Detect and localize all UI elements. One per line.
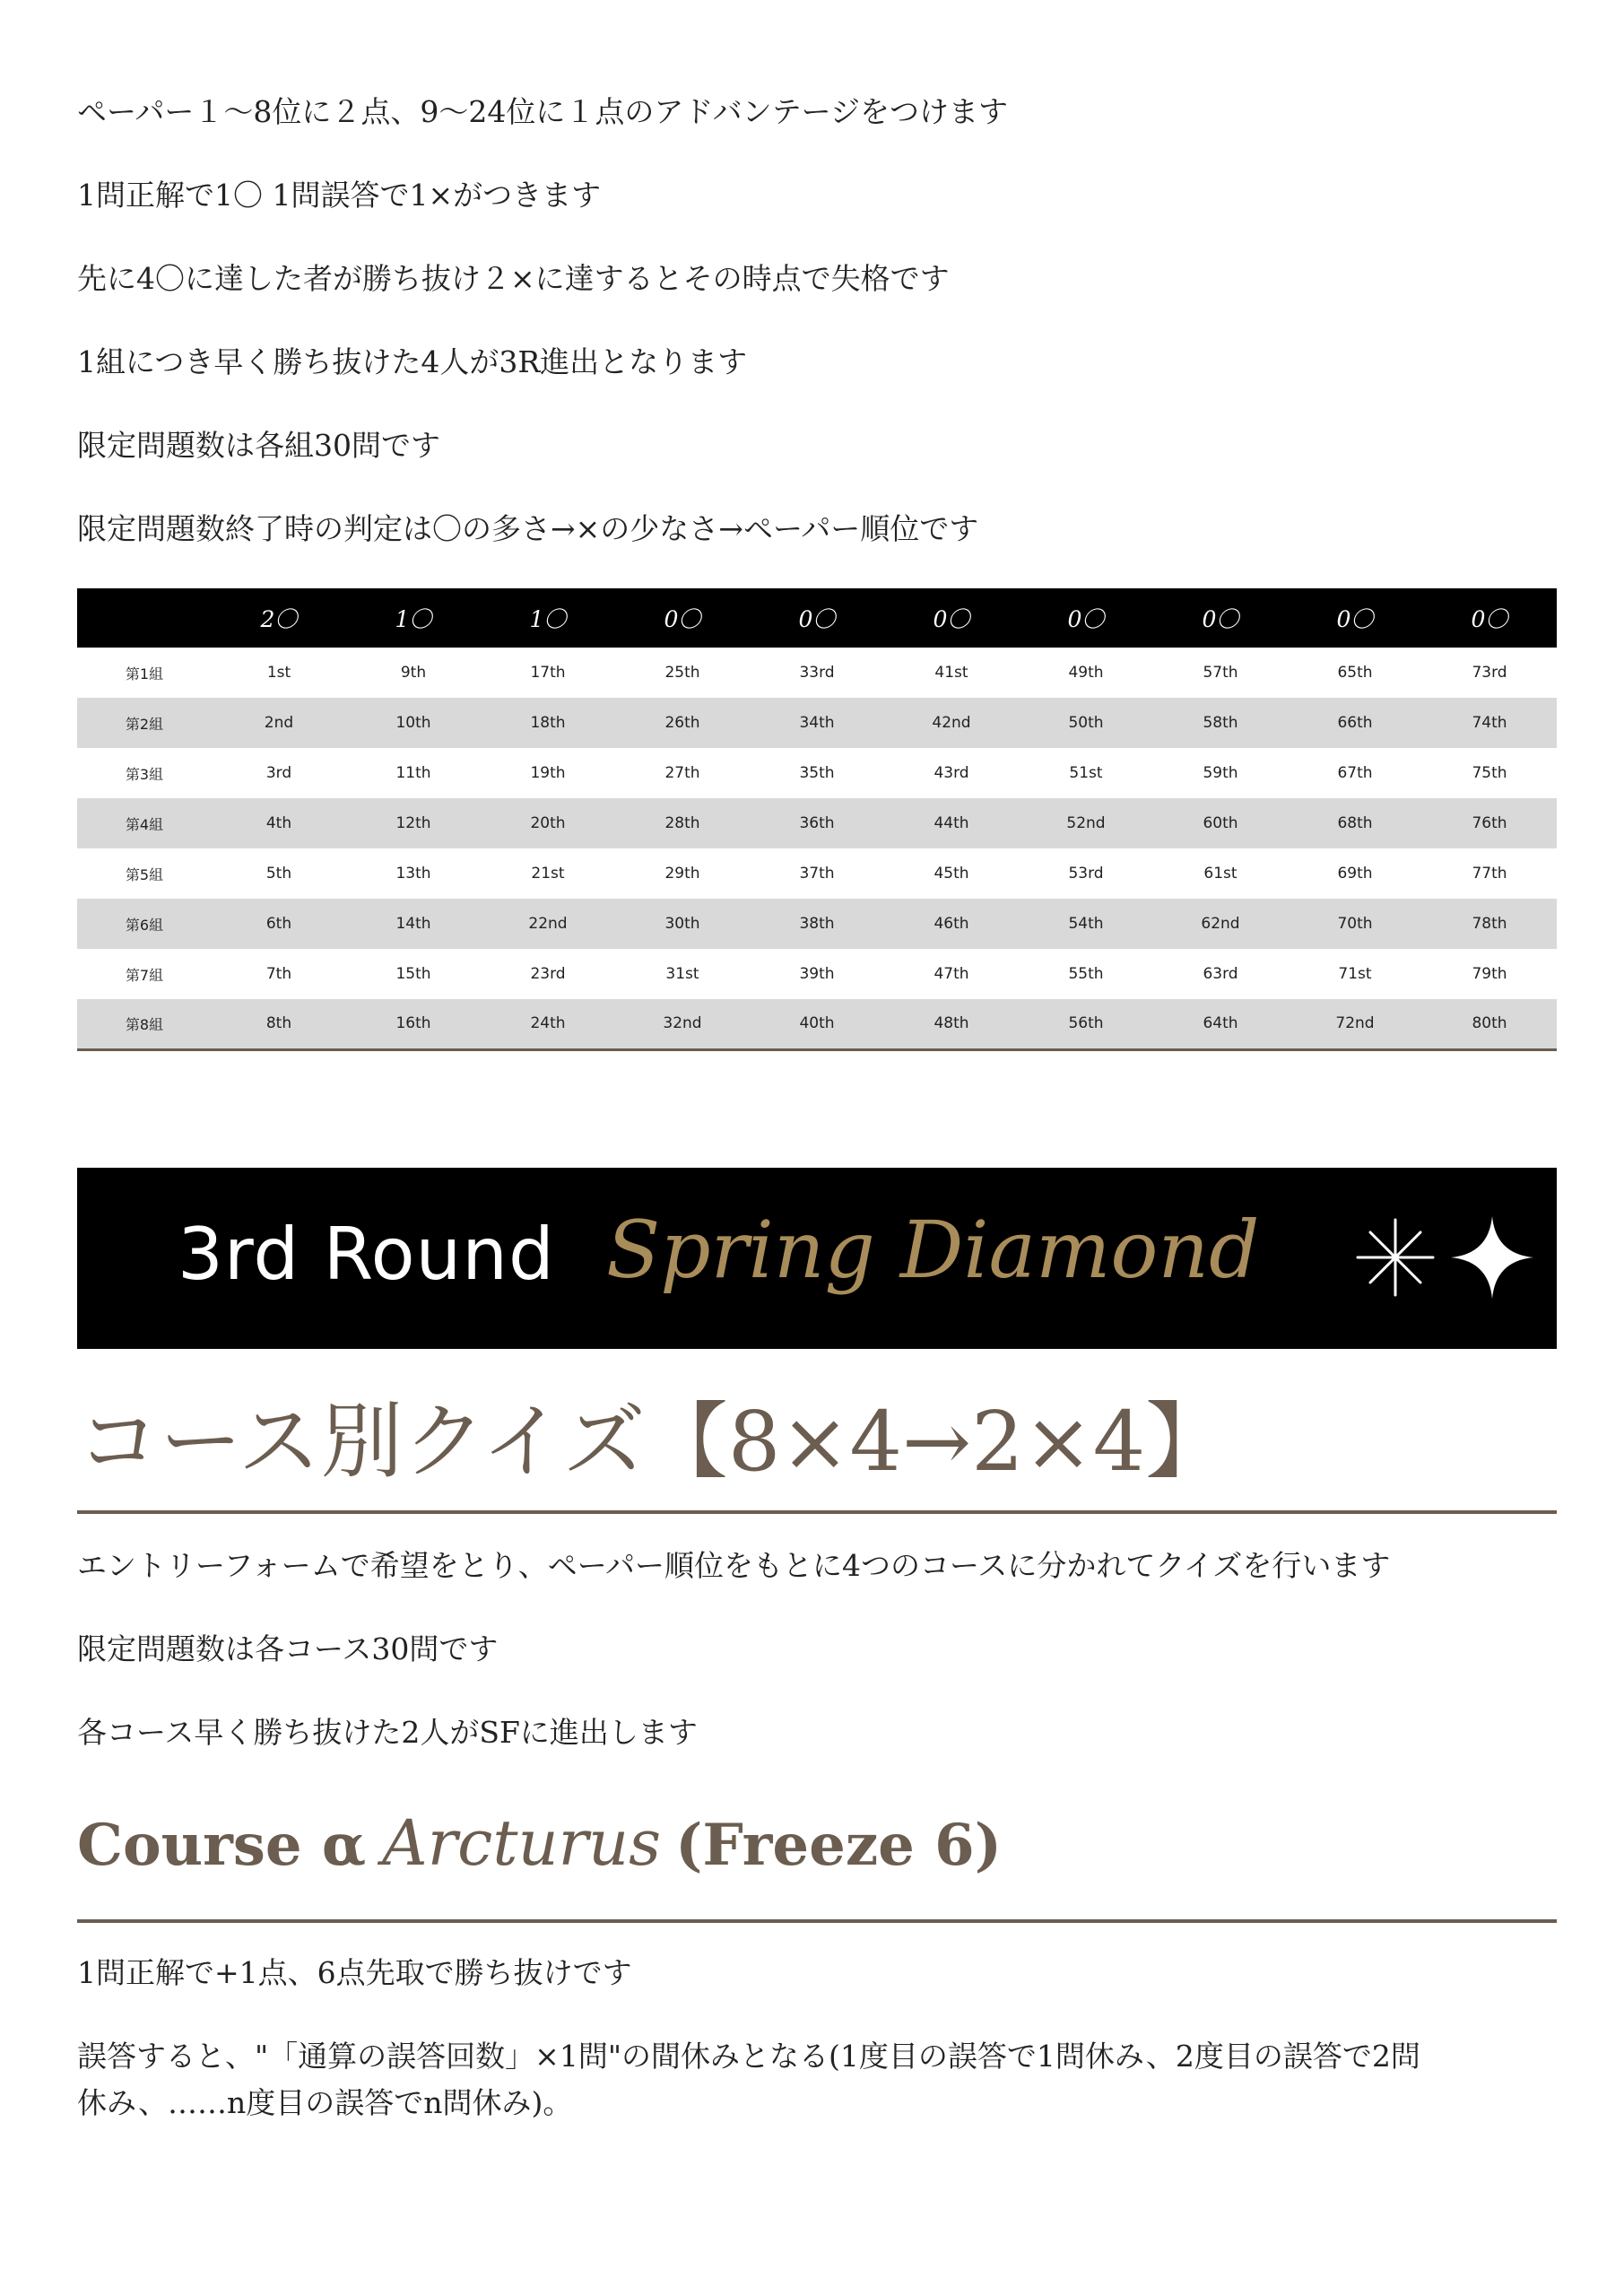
seed-cell: 59th	[1203, 764, 1238, 782]
seed-cell: 1st	[266, 664, 291, 682]
rule-text: エントリーフォームで希望をとり、ペーパー順位をもとに4つのコースに分かれてクイズを行います	[77, 1548, 1391, 1583]
header-cell: 1〇	[395, 606, 432, 632]
table-row	[77, 698, 1557, 748]
section-divider	[77, 1510, 1557, 1514]
seed-cell: 8th	[265, 1014, 292, 1033]
seed-cell: 34th	[799, 714, 835, 732]
seed-cell: 6th	[265, 915, 292, 933]
header-cell: 0〇	[664, 606, 701, 632]
seed-cell: 43rd	[934, 764, 969, 782]
seed-cell: 32nd	[663, 1014, 702, 1033]
table-body	[77, 648, 1557, 1049]
seed-cell: 56th	[1068, 1014, 1104, 1033]
seed-cell: 39th	[799, 965, 835, 983]
seed-cell: 53rd	[1068, 865, 1104, 883]
seed-cell: 66th	[1337, 714, 1373, 732]
round-banner	[77, 1168, 1557, 1349]
seed-cell: 7th	[265, 965, 292, 983]
seed-cell: 72nd	[1335, 1014, 1375, 1033]
group-label: 第4組	[125, 815, 164, 833]
table-row	[77, 949, 1557, 999]
round2-rules	[77, 92, 1557, 593]
course-suffix: (Freeze 6)	[675, 1812, 1002, 1879]
sparkle-stars-icon	[1350, 1213, 1539, 1302]
seed-cell: 11th	[395, 764, 431, 782]
seed-cell: 9th	[400, 664, 427, 682]
seed-cell: 62nd	[1201, 915, 1240, 933]
table-row	[77, 798, 1557, 848]
header-cell: 0〇	[933, 606, 970, 632]
group-label: 第8組	[125, 1015, 164, 1033]
header-cell: 1〇	[529, 606, 567, 632]
seed-cell: 14th	[395, 915, 431, 933]
header-cell: 0〇	[1202, 606, 1239, 632]
seed-cell: 70th	[1337, 915, 1373, 933]
seed-cell: 31st	[665, 965, 699, 983]
course-title	[77, 1803, 1002, 1886]
round-label: 3rd Round	[178, 1213, 555, 1296]
rule-text: 限定問題数は各組30問です	[77, 428, 440, 463]
seed-cell: 52nd	[1066, 814, 1106, 832]
seed-cell: 24th	[530, 1014, 566, 1033]
rule-text: 先に4〇に達した者が勝ち抜け２×に達するとその時点で失格です	[77, 261, 950, 296]
group-label: 第1組	[125, 665, 164, 683]
round-name: Spring Diamond	[606, 1204, 1260, 1296]
group-label: 第3組	[125, 765, 164, 783]
table-row	[77, 848, 1557, 899]
seed-cell: 60th	[1203, 814, 1238, 832]
seed-cell: 16th	[395, 1014, 431, 1033]
rule-text: ペーパー１～8位に２点、9～24位に１点のアドバンテージをつけます	[77, 94, 1009, 129]
seed-cell: 20th	[530, 814, 566, 832]
header-cell: 0〇	[1067, 606, 1105, 632]
round3-rules	[77, 1546, 1557, 1796]
seed-cell: 13th	[395, 865, 431, 883]
seed-cell: 71st	[1338, 965, 1372, 983]
seed-cell: 68th	[1337, 814, 1373, 832]
table-row	[77, 648, 1557, 698]
seed-cell: 69th	[1337, 865, 1373, 883]
seed-cell: 77th	[1472, 865, 1507, 883]
seed-cell: 30th	[664, 915, 700, 933]
group-bracket-table	[77, 588, 1557, 1051]
rule-text: 誤答すると、"「通算の誤答回数」×1問"の間休みとなる(1度目の誤答で1問休み、2度目の誤答で2問	[77, 2039, 1420, 2074]
seed-cell: 80th	[1472, 1014, 1507, 1033]
seed-cell: 5th	[265, 865, 292, 883]
seed-cell: 65th	[1337, 664, 1373, 682]
seed-cell: 3rd	[265, 764, 292, 782]
header-cell: 0〇	[1336, 606, 1374, 632]
table-row	[77, 899, 1557, 949]
seed-cell: 50th	[1068, 714, 1104, 732]
seed-cell: 15th	[395, 965, 431, 983]
seed-cell: 78th	[1472, 915, 1507, 933]
seed-cell: 25th	[664, 664, 700, 682]
seed-cell: 63rd	[1203, 965, 1238, 983]
seed-cell: 29th	[664, 865, 700, 883]
seed-cell: 46th	[934, 915, 969, 933]
seed-cell: 73rd	[1472, 664, 1507, 682]
group-label: 第5組	[125, 865, 164, 883]
rule-text: 1問正解で+1点、6点先取で勝ち抜けです	[77, 1955, 632, 1990]
seed-cell: 23rd	[530, 965, 566, 983]
seed-cell: 35th	[799, 764, 835, 782]
section-title: コース別クイズ【8×4→2×4】	[77, 1394, 1229, 1490]
header-cell	[77, 588, 212, 648]
seed-cell: 40th	[799, 1014, 835, 1033]
seed-cell: 51st	[1069, 764, 1103, 782]
seed-cell: 22nd	[528, 915, 568, 933]
seed-cell: 26th	[664, 714, 700, 732]
seed-cell: 57th	[1203, 664, 1238, 682]
rule-text: 各コース早く勝ち抜けた2人がSFに進出します	[77, 1715, 698, 1750]
seed-cell: 17th	[530, 664, 566, 682]
rule-text: 限定問題数は各コース30問です	[77, 1631, 499, 1666]
seed-cell: 74th	[1472, 714, 1507, 732]
rule-text: 1問正解で1〇 1問誤答で1×がつきます	[77, 178, 602, 213]
group-label: 第2組	[125, 715, 164, 733]
seed-cell: 18th	[530, 714, 566, 732]
seed-cell: 2nd	[264, 714, 294, 732]
seed-cell: 27th	[664, 764, 700, 782]
table-row	[77, 999, 1557, 1049]
seed-cell: 45th	[934, 865, 969, 883]
rule-text: 1組につき早く勝ち抜けた4人が3R進出となります	[77, 344, 748, 379]
seed-cell: 41st	[934, 664, 968, 682]
seed-cell: 36th	[799, 814, 835, 832]
seed-cell: 64th	[1203, 1014, 1238, 1033]
seed-cell: 37th	[799, 865, 835, 883]
seed-cell: 42nd	[932, 714, 971, 732]
seed-cell: 58th	[1203, 714, 1238, 732]
seed-cell: 10th	[395, 714, 431, 732]
seed-cell: 76th	[1472, 814, 1507, 832]
seed-cell: 21st	[531, 865, 565, 883]
table-header-row	[77, 588, 1557, 648]
seed-cell: 12th	[395, 814, 431, 832]
seed-cell: 47th	[934, 965, 969, 983]
header-cell: 2〇	[260, 606, 298, 632]
course-rules	[77, 1953, 1557, 2167]
table-row	[77, 748, 1557, 798]
seed-cell: 61st	[1203, 865, 1238, 883]
seed-cell: 38th	[799, 915, 835, 933]
seed-cell: 44th	[934, 814, 969, 832]
seed-cell: 55th	[1068, 965, 1104, 983]
seed-cell: 49th	[1068, 664, 1104, 682]
seed-cell: 28th	[664, 814, 700, 832]
seed-cell: 75th	[1472, 764, 1507, 782]
group-label: 第7組	[125, 966, 164, 984]
header-cell: 0〇	[1471, 606, 1508, 632]
rule-text: 限定問題数終了時の判定は〇の多さ→×の少なさ→ペーパー順位です	[77, 511, 979, 546]
rule-text: 休み、……n度目の誤答でn問休み)。	[77, 2085, 573, 2120]
header-cell: 0〇	[798, 606, 836, 632]
seed-cell: 33rd	[799, 664, 835, 682]
seed-cell: 79th	[1472, 965, 1507, 983]
course-prefix: Course α	[77, 1812, 367, 1879]
seed-cell: 54th	[1068, 915, 1104, 933]
course-name: Arcturus	[382, 1806, 662, 1880]
course-divider	[77, 1919, 1557, 1923]
seed-cell: 19th	[530, 764, 566, 782]
seed-cell: 67th	[1337, 764, 1373, 782]
group-label: 第6組	[125, 916, 164, 934]
seed-cell: 48th	[934, 1014, 969, 1033]
seed-cell: 4th	[265, 814, 292, 832]
